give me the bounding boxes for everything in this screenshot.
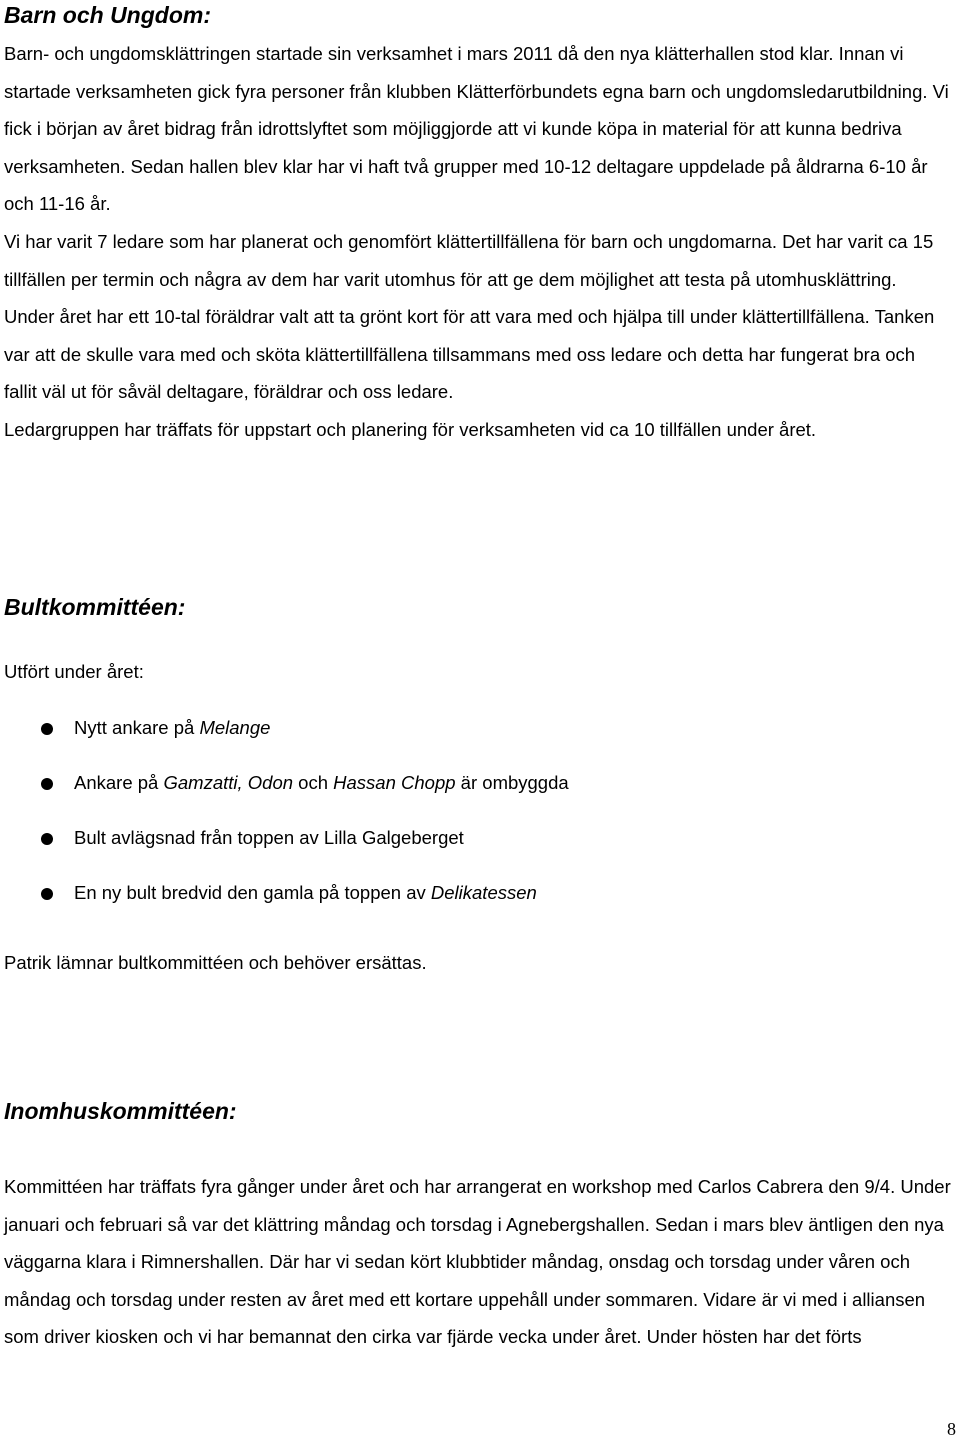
item-route-name: Melange (199, 717, 271, 738)
item-text: En ny bult bredvid den gamla på toppen av (74, 882, 431, 903)
list-item (4, 825, 952, 880)
page-number: 8 (947, 1419, 956, 1439)
list-item (4, 880, 952, 935)
paragraph: Ledargruppen har träffats för uppstart och planering för verksamheten vid ca 10 tillfällen under året. (4, 418, 817, 440)
paragraph: Barn- och ungdomsklättringen startade sin verksamhet i mars 2011 då den nya klätterhallen stod klar. Innan vi startade verksamheten gick fyra personer från klubben Klätterförbundets egna barn och ungdomsledarutbildning. Vi fick i början av året bidrag från idrottslyftet som möjliggjorde att vi kunde köpa in material för att kunna bedriva verksamheten. Sedan hallen blev klar har vi haft två grupper med 10-12 deltagare uppdelade på åldrarna 6-10 år och 11-16 år. (4, 43, 949, 215)
item-text: Nytt ankare på (74, 717, 200, 738)
bullet-dot-icon (41, 778, 53, 790)
item-text: Ankare på (74, 772, 164, 793)
section-note: Patrik lämnar bultkommittéen och behöver ersättas. (4, 952, 427, 973)
item-text: och (293, 772, 334, 793)
list-intro: Utfört under året: (4, 661, 144, 682)
item-route-name: Hassan Chopp (333, 772, 456, 793)
section-heading-inomhuskommitteen: Inomhuskommittéen: (4, 1098, 237, 1124)
item-text: är ombyggda (455, 772, 569, 793)
list-item (4, 715, 952, 770)
paragraph: Kommittéen har träffats fyra gånger under året och har arrangerat en workshop med Carlos Cabrera den 9/4. Under januari och februari så var det klättring måndag och torsdag i Agnebergshallen. Sedan i mars blev äntligen den nya väggarna klara i Rimnershallen. Där har vi sedan kört klubbtider måndag, onsdag och torsdag under våren och måndag och torsdag under resten av året med ett kortare uppehåll under sommaren. Vidare är vi med i alliansen som driver kiosken och vi har bemannat den cirka var fjärde vecka under året. Under hösten har det förts (4, 1176, 951, 1348)
paragraph: Vi har varit 7 ledare som har planerat och genomfört klättertillfällena för barn och ungdomarna. Det har varit ca 15 tillfällen per termin och några av dem har varit utomhus för att ge dem möjlighet att testa på utomhusklättring. (4, 230, 934, 290)
item-text: Bult avlägsnad från toppen av Lilla Galgeberget (74, 827, 464, 848)
paragraph: Under året har ett 10-tal föräldrar valt att ta grönt kort för att vara med och hjälpa till under klättertillfällena. Tanken var att de skulle vara med och sköta klättertillfällena tillsammans med oss ledare och detta har fungerat bra och fallit väl ut för såväl deltagare, föräldrar och oss ledare. (4, 306, 935, 403)
section-body-inomhuskommitteen (4, 1168, 952, 1356)
section-body-barn-och-ungdom (4, 35, 952, 449)
item-route-name: Gamzatti, Odon (163, 772, 294, 793)
item-route-name: Delikatessen (430, 882, 537, 903)
list-item (4, 770, 952, 825)
section-heading-barn-och-ungdom: Barn och Ungdom: (4, 2, 211, 28)
bullet-list (4, 715, 952, 935)
bullet-dot-icon (41, 723, 53, 735)
section-heading-bultkommitteen: Bultkommittéen: (4, 594, 186, 620)
bullet-dot-icon (41, 888, 53, 900)
bullet-dot-icon (41, 833, 53, 845)
